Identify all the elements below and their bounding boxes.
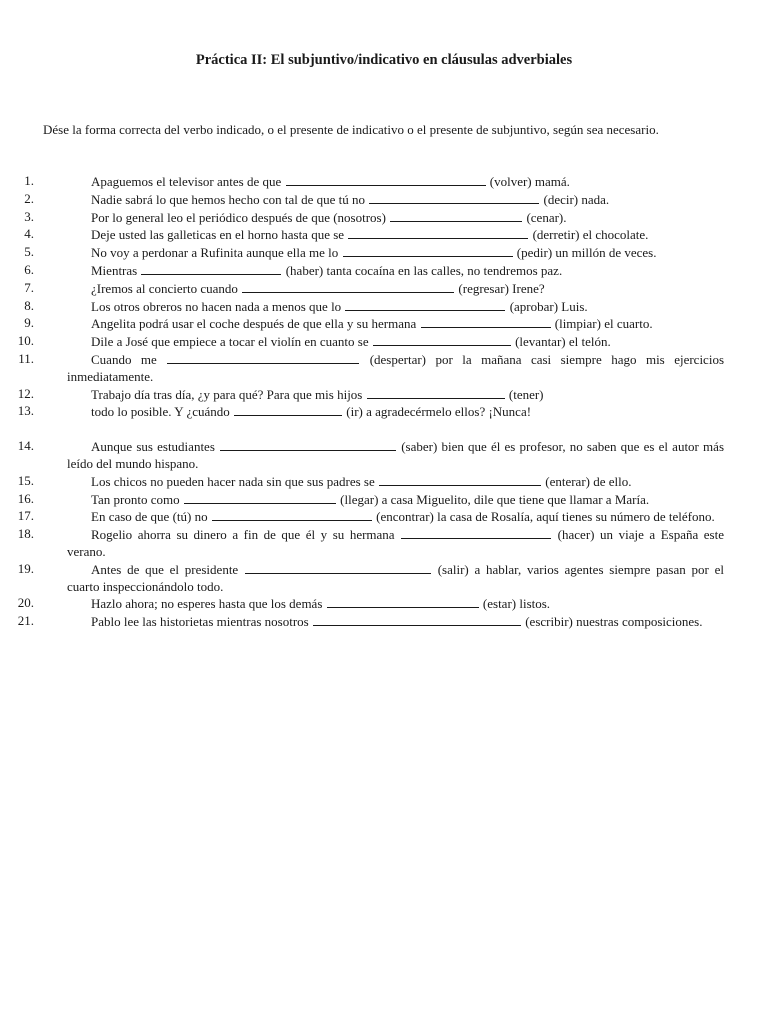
item-text-before: Dile a José que empiece a tocar el violín en cuanto se xyxy=(91,334,372,350)
item-text-before: No voy a perdonar a Rufinita aunque ella me lo xyxy=(91,245,342,261)
item-number: 9. xyxy=(24,315,34,331)
item-number: 19. xyxy=(17,560,34,576)
exercise-item xyxy=(0,315,768,333)
item-text xyxy=(67,613,724,631)
item-text-after: (cenar). xyxy=(523,209,567,225)
item-text-before: Trabajo día tras día, ¿y para qué? Para que mis hijos xyxy=(91,386,366,402)
item-text xyxy=(67,491,724,509)
item-number: 10. xyxy=(17,333,34,349)
exercise-item xyxy=(0,595,768,613)
instructions: Dése la forma correcta del verbo indicado, o el presente de indicativo o el presente de subjuntivo, según sea necesario. xyxy=(43,122,659,137)
item-text xyxy=(67,351,724,386)
item-text-before: Nadie sabrá lo que hemos hecho con tal de que tú no xyxy=(91,191,369,207)
item-text xyxy=(67,473,724,491)
answer-blank[interactable] xyxy=(242,280,454,293)
item-text-after: (regresar) Irene? xyxy=(455,280,545,296)
item-text-before: Rogelio ahorra su dinero a fin de que él y su hermana xyxy=(91,527,401,543)
exercise-item xyxy=(0,403,768,421)
item-text xyxy=(67,333,724,351)
answer-blank[interactable] xyxy=(348,226,528,239)
item-text-after: (aprobar) Luis. xyxy=(506,298,588,314)
item-text-after: (estar) listos. xyxy=(479,596,551,612)
item-text-before: Aunque sus estudiantes xyxy=(91,439,220,455)
item-text-before: Los otros obreros no hacen nada a menos que lo xyxy=(91,298,345,314)
item-text-after: (haber) tanta cocaína en las calles, no tendremos paz. xyxy=(282,262,563,278)
item-number: 5. xyxy=(24,244,34,260)
item-number: 8. xyxy=(24,297,34,313)
item-text xyxy=(67,173,724,191)
item-number: 16. xyxy=(17,490,34,506)
item-text xyxy=(67,315,724,333)
answer-blank[interactable] xyxy=(379,473,541,486)
item-text xyxy=(67,209,724,227)
answer-blank[interactable] xyxy=(167,351,359,364)
exercise-item xyxy=(0,280,768,298)
answer-blank[interactable] xyxy=(184,491,336,504)
item-number: 14. xyxy=(17,438,34,454)
item-text-after: (saber) bien que él es profesor, no saben que es el autor más leído del mundo hispano. xyxy=(67,439,724,471)
item-number: 18. xyxy=(17,526,34,542)
item-text-before: Tan pronto como xyxy=(91,491,183,507)
exercise-item xyxy=(0,262,768,280)
answer-blank[interactable] xyxy=(369,191,539,204)
item-text xyxy=(67,403,724,421)
item-text-after: (salir) a hablar, varios agentes siempre pasan por el cuarto inspeccionándolo todo. xyxy=(67,561,724,594)
item-number: 12. xyxy=(17,385,34,401)
item-text-after: (encontrar) la casa de Rosalía, aquí tienes su número de teléfono. xyxy=(372,509,715,525)
answer-blank[interactable] xyxy=(245,561,431,574)
exercise-item xyxy=(0,333,768,351)
exercise-item xyxy=(0,386,768,404)
item-text xyxy=(67,244,724,262)
item-text xyxy=(67,386,724,404)
item-text xyxy=(67,561,724,596)
answer-blank[interactable] xyxy=(421,315,551,328)
answer-blank[interactable] xyxy=(390,209,522,222)
item-text-after: (derretir) el chocolate. xyxy=(529,227,649,243)
exercise-item xyxy=(0,226,768,244)
answer-blank[interactable] xyxy=(286,173,486,186)
item-text-before: Mientras xyxy=(91,262,141,278)
answer-blank[interactable] xyxy=(234,403,342,416)
item-text-after: (volver) mamá. xyxy=(486,174,570,189)
exercise-item xyxy=(0,351,768,386)
exercise-item xyxy=(0,613,768,631)
exercise-item xyxy=(0,473,768,491)
item-text-before: Angelita podrá usar el coche después de que ella y su hermana xyxy=(91,316,420,332)
item-text-after: (tener) xyxy=(505,386,544,402)
item-text-before: Apaguemos el televisor antes de que xyxy=(91,174,285,189)
answer-blank[interactable] xyxy=(345,298,505,311)
item-text xyxy=(67,508,724,526)
item-number: 3. xyxy=(24,208,34,224)
item-text-after: (llegar) a casa Miguelito, dile que tiene que llamar a María. xyxy=(336,491,650,507)
answer-blank[interactable] xyxy=(141,262,281,275)
item-text xyxy=(67,595,724,613)
item-text-before: Cuando me xyxy=(91,351,167,367)
exercise-item xyxy=(0,244,768,262)
item-text xyxy=(67,298,724,316)
item-text-after: (enterar) de ello. xyxy=(542,473,632,489)
answer-blank[interactable] xyxy=(401,526,551,539)
item-text-after: (limpiar) el cuarto. xyxy=(551,316,653,332)
exercise-item xyxy=(0,526,768,561)
item-number: 15. xyxy=(17,472,34,488)
answer-blank[interactable] xyxy=(367,386,505,399)
exercise-item xyxy=(0,191,768,209)
answer-blank[interactable] xyxy=(212,508,372,521)
page-title: Práctica II: El subjuntivo/indicativo en cláusulas adverbiales xyxy=(195,52,573,68)
item-text-before: Antes de que el presidente xyxy=(91,561,244,577)
item-text-after: (escribir) nuestras composiciones. xyxy=(521,614,703,630)
exercise-item xyxy=(0,209,768,227)
item-text xyxy=(67,280,724,298)
item-text-before: Por lo general leo el periódico después de que (nosotros) xyxy=(91,209,390,225)
exercise-item xyxy=(0,491,768,509)
item-text-after: (hacer) un viaje a España este verano. xyxy=(67,527,724,559)
item-number: 20. xyxy=(17,595,34,611)
item-text xyxy=(67,262,724,280)
item-text-before: Pablo lee las historietas mientras nosotros xyxy=(91,614,312,630)
item-text-after: (decir) nada. xyxy=(540,191,610,207)
exercise-item xyxy=(0,298,768,316)
item-number: 11. xyxy=(18,350,34,366)
exercise-item xyxy=(0,508,768,526)
exercise-item xyxy=(0,438,768,473)
answer-blank[interactable] xyxy=(313,613,521,626)
item-text-before: todo lo posible. Y ¿cuándo xyxy=(91,404,234,420)
item-number: 6. xyxy=(24,261,34,277)
item-text-after: (pedir) un millón de veces. xyxy=(513,245,657,261)
item-number: 1. xyxy=(24,173,34,188)
exercise-list xyxy=(0,173,768,631)
item-text xyxy=(67,191,724,209)
exercise-item xyxy=(0,561,768,596)
item-text xyxy=(67,526,724,561)
answer-blank[interactable] xyxy=(343,244,513,257)
item-text-after: (ir) a agradecérmelo ellos? ¡Nunca! xyxy=(343,404,532,420)
answer-blank[interactable] xyxy=(373,333,511,346)
answer-blank[interactable] xyxy=(327,595,479,608)
item-text xyxy=(67,226,724,244)
item-text-after: (levantar) el telón. xyxy=(511,334,611,350)
item-text-after: (despertar) por la mañana casi siempre hago mis ejercicios inmediatamente. xyxy=(67,351,725,384)
item-number: 17. xyxy=(17,508,34,524)
answer-blank[interactable] xyxy=(220,438,396,451)
item-number: 13. xyxy=(17,403,34,419)
item-text-before: Los chicos no pueden hacer nada sin que sus padres se xyxy=(91,473,378,489)
item-number: 4. xyxy=(24,226,34,242)
item-number: 7. xyxy=(24,279,34,295)
item-text-before: En caso de que (tú) no xyxy=(91,509,211,525)
item-number: 2. xyxy=(24,190,34,206)
item-text-before: ¿Iremos al concierto cuando xyxy=(91,280,242,296)
item-text xyxy=(67,438,724,473)
item-text-before: Hazlo ahora; no esperes hasta que los demás xyxy=(91,596,326,612)
item-text-before: Deje usted las galleticas en el horno hasta que se xyxy=(91,227,348,243)
item-number: 21. xyxy=(17,613,34,629)
exercise-item xyxy=(0,173,768,191)
